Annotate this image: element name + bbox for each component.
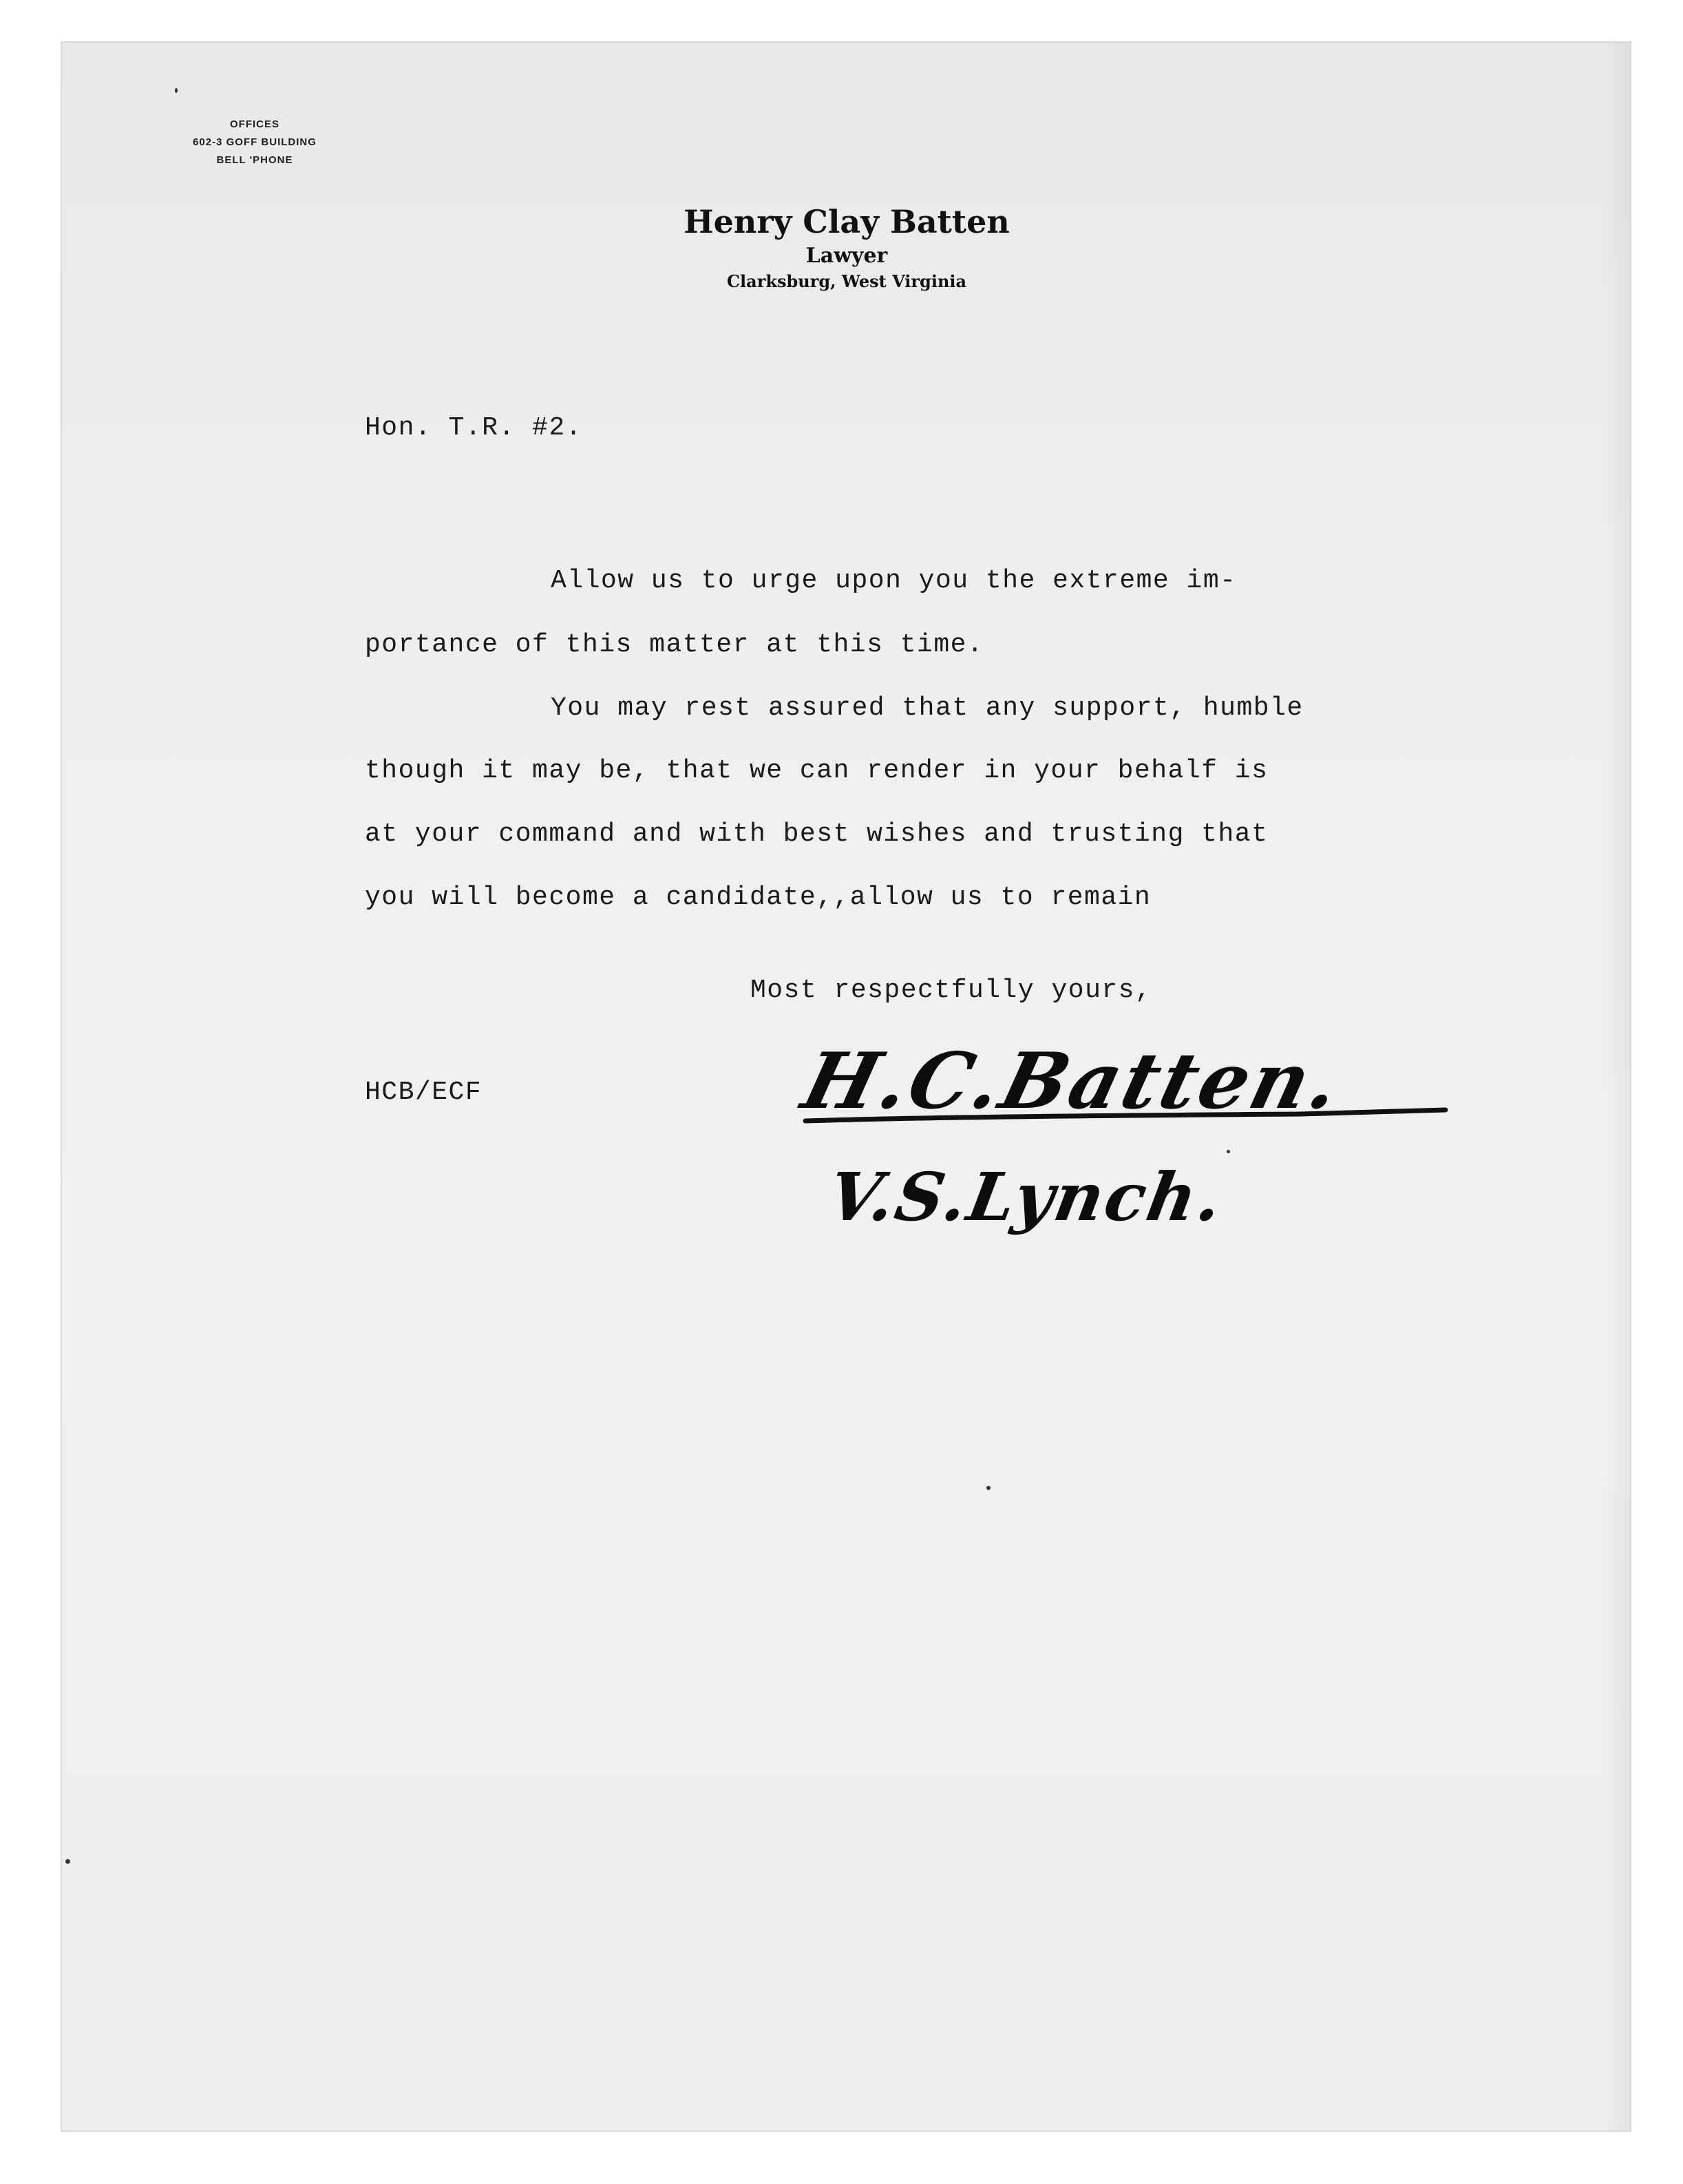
- letterhead: [647, 201, 1046, 293]
- body-line: portance of this matter at this time.: [365, 630, 984, 660]
- paper-speck: [1227, 1150, 1230, 1153]
- offices-line: BELL 'PHONE: [216, 154, 293, 166]
- signature-batten: H.C.Batten.: [794, 1036, 1352, 1126]
- body-line: at your command and with best wishes and trusting that: [365, 819, 1269, 849]
- body-line: you will become a candidate,,allow us to remain: [365, 883, 1152, 912]
- offices-block: [165, 116, 344, 169]
- offices-line: OFFICES: [229, 118, 279, 130]
- offices-line: 602-3 GOFF BUILDING: [193, 136, 317, 148]
- letterhead-title: Lawyer: [805, 244, 888, 268]
- body-line: though it may be, that we can render in your behalf is: [365, 756, 1269, 786]
- paper-speck: [986, 1486, 991, 1490]
- closing: Most respectfully yours,: [750, 976, 1152, 1005]
- body-line: You may rest assured that any support, humble: [551, 693, 1304, 723]
- typist-initials: HCB/ECF: [365, 1078, 483, 1107]
- salutation: Hon. T.R. #2.: [365, 413, 582, 443]
- paper-speck: [175, 88, 178, 93]
- page-edge-shadow: [1602, 43, 1630, 2130]
- body-line: Allow us to urge upon you the extreme im-: [551, 566, 1237, 596]
- signature-lynch: V.S.Lynch.: [823, 1158, 1230, 1236]
- paper-speck: [65, 1859, 70, 1864]
- letterhead-name: Henry Clay Batten: [684, 203, 1010, 240]
- letterhead-city: Clarksburg, West Virginia: [726, 271, 967, 291]
